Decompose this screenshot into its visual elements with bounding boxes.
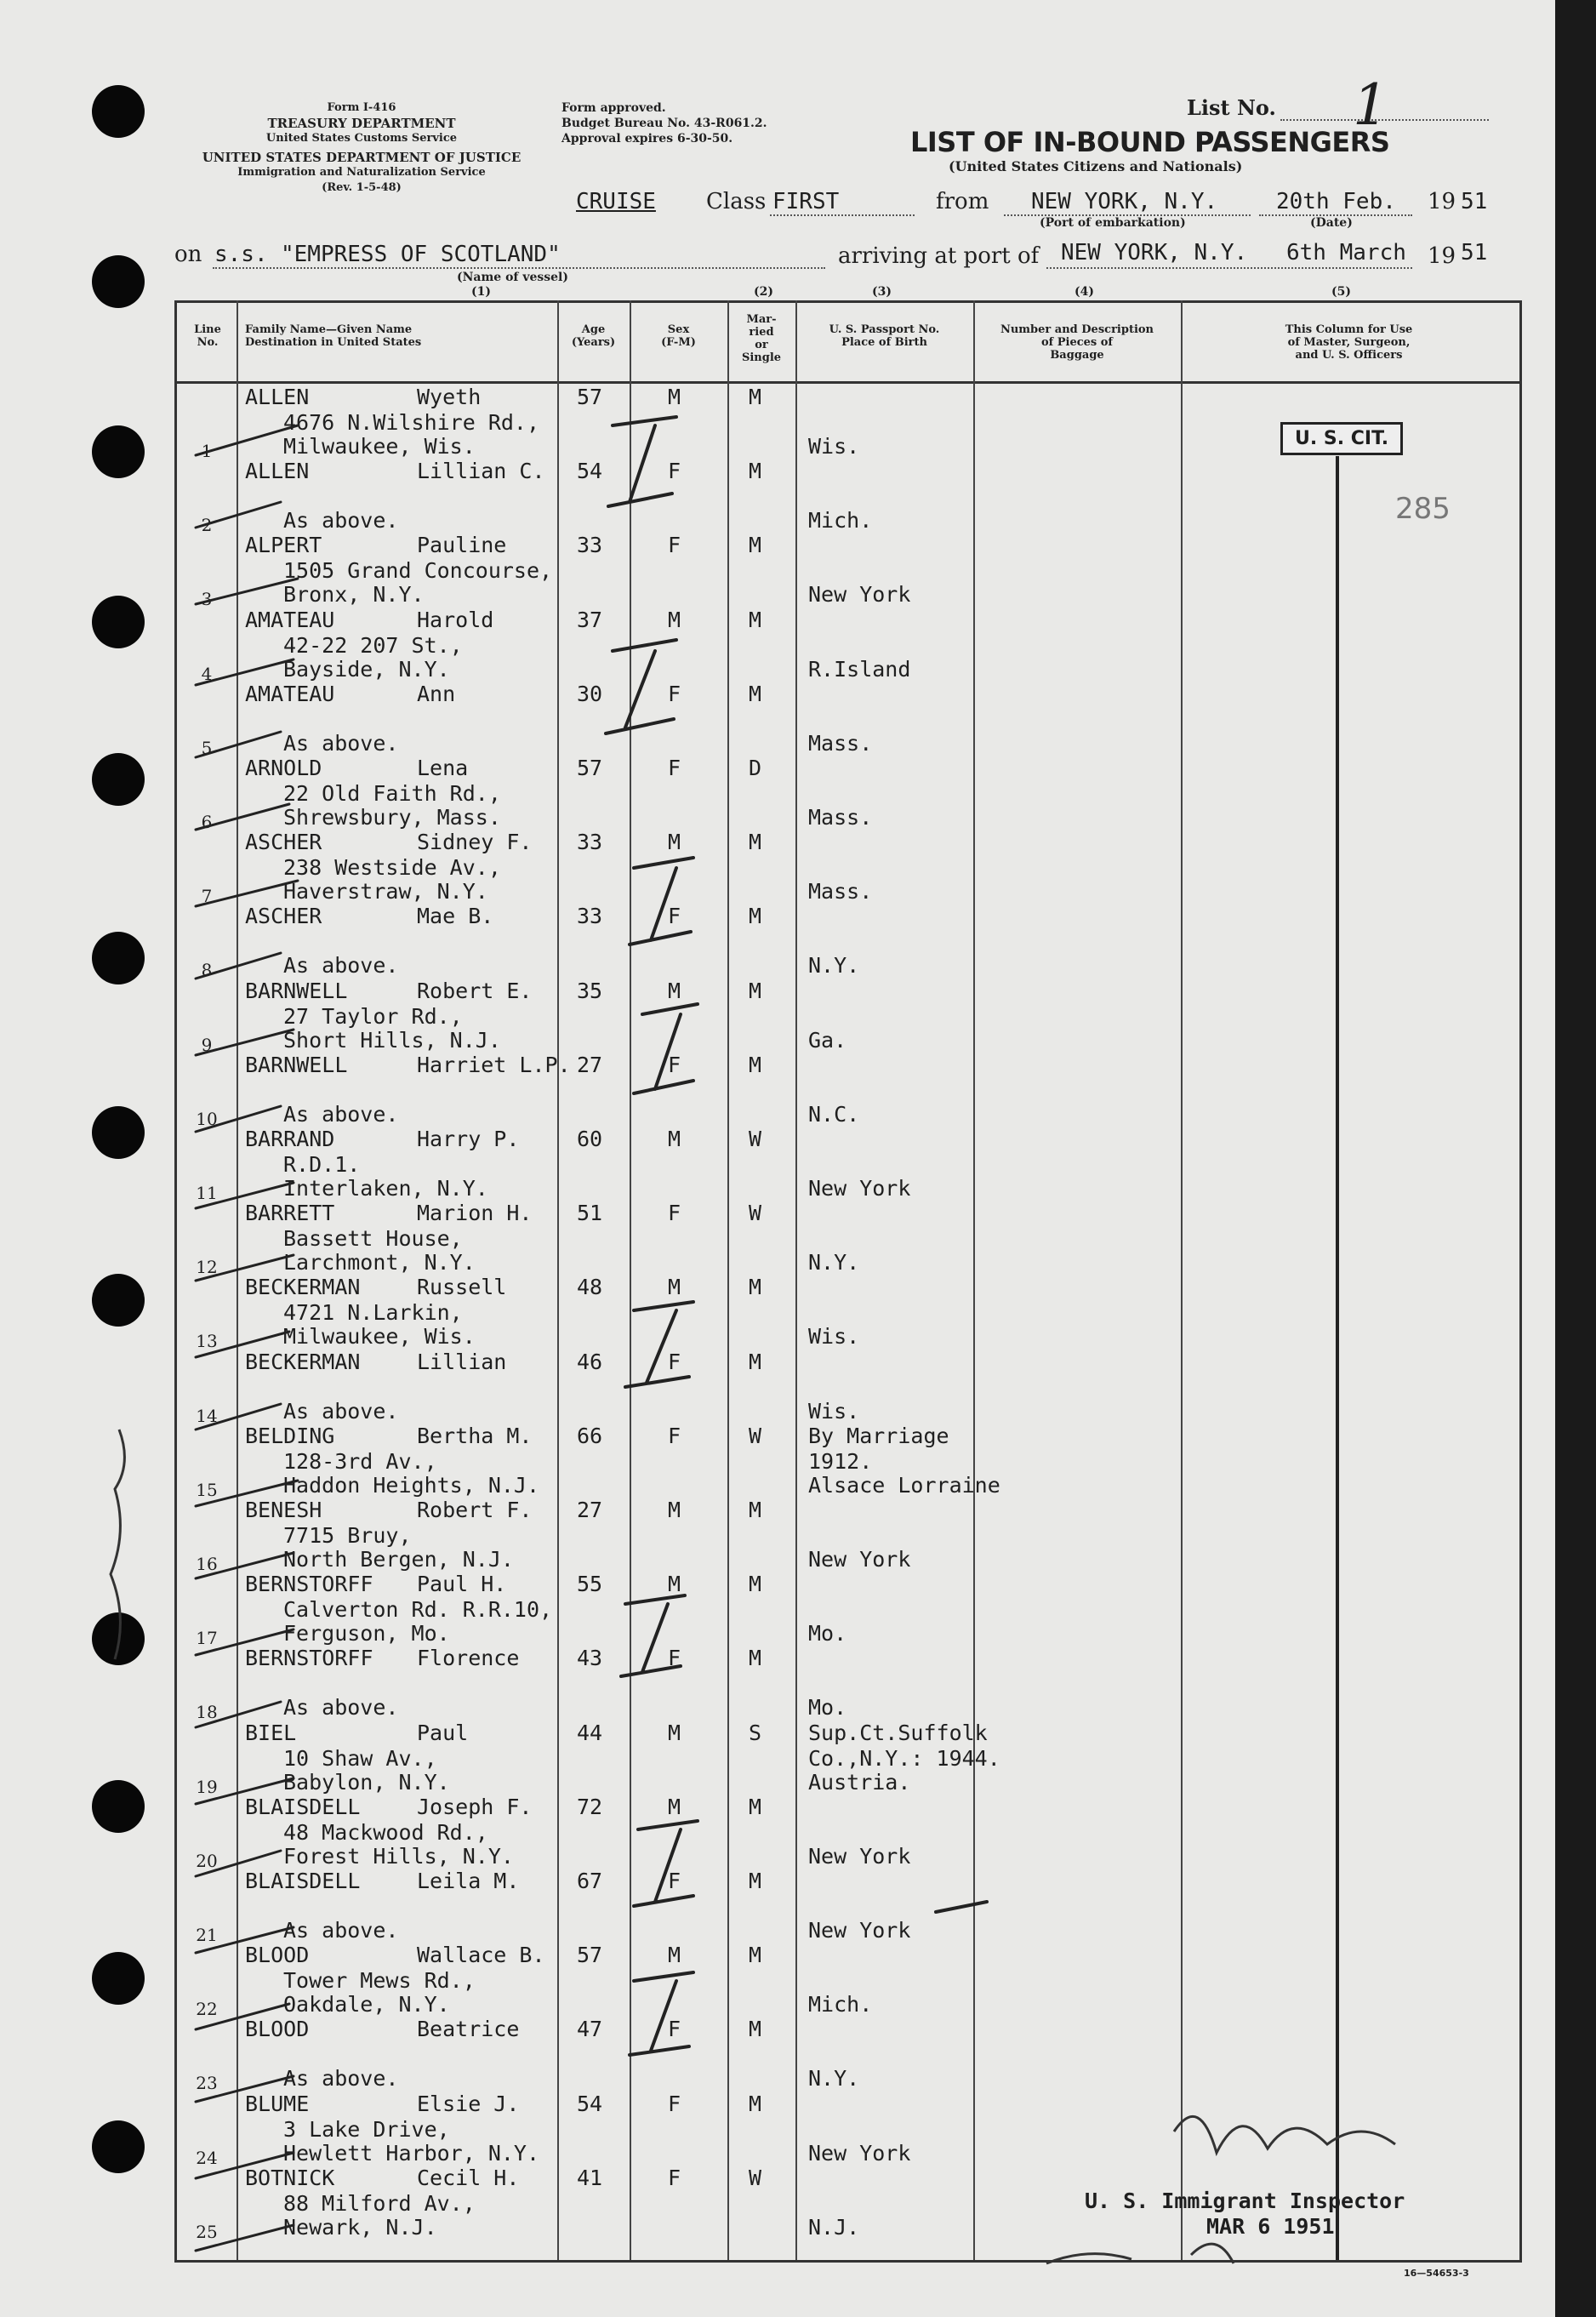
sex: M <box>668 830 681 855</box>
age: 48 <box>577 1275 603 1300</box>
marital-status: M <box>749 1052 762 1077</box>
margin-number: 285 <box>1395 492 1451 526</box>
marital-status: M <box>749 607 762 632</box>
family-name: BARRAND <box>245 1127 335 1151</box>
sex: F <box>668 1201 681 1226</box>
sex: F <box>668 756 681 780</box>
col-header-line-no: Line No. <box>194 323 221 349</box>
family-name: ASCHER <box>245 830 322 855</box>
marital-status: M <box>749 1646 762 1671</box>
age: 37 <box>577 607 603 632</box>
address-line-2: Milwaukee, Wis. <box>283 1324 476 1350</box>
col-header-officers: This Column for Use of Master, Surgeon, and U. S. Officers <box>1285 323 1413 362</box>
margin-handwriting <box>111 1430 124 1659</box>
line-number: 17 <box>196 1628 218 1649</box>
address-line-2: Babylon, N.Y. <box>283 1769 450 1795</box>
birth-place: N.Y. <box>808 2066 860 2092</box>
family-name: BERNSTORFF <box>245 1572 373 1597</box>
address-line-2: Forest Hills, N.Y. <box>283 1843 514 1869</box>
line-number: 2 <box>201 515 213 536</box>
sex: M <box>668 1275 681 1300</box>
from-label: from <box>936 189 989 214</box>
marital-status: W <box>749 1127 762 1151</box>
class-value: FIRST <box>772 189 840 214</box>
birth-place: Ga. <box>808 1027 847 1053</box>
col-number-4: (4) <box>1074 285 1094 299</box>
sex: F <box>668 2165 681 2190</box>
age: 66 <box>577 1423 603 1448</box>
list-no-value: 1 <box>1353 72 1388 138</box>
marital-status: M <box>749 1869 762 1893</box>
birth-place: Mass. <box>808 879 873 905</box>
given-name: Robert F. <box>417 1498 533 1522</box>
address-line-2: As above. <box>283 1398 399 1424</box>
sex: M <box>668 1127 681 1151</box>
marital-status: W <box>749 1201 762 1226</box>
age: 46 <box>577 1349 603 1374</box>
arriving-label: arriving at port of <box>838 243 1040 269</box>
birth-place: Mo. <box>808 1695 847 1721</box>
given-name: Lillian C. <box>417 459 545 484</box>
birth-place: Mo. <box>808 1621 847 1646</box>
marital-status: M <box>749 1349 762 1374</box>
departure-year: 51 <box>1461 189 1488 214</box>
line-number: 21 <box>196 1925 218 1945</box>
departure-date: 20th Feb. <box>1276 189 1396 214</box>
age: 57 <box>577 756 603 780</box>
col-header-sex: Sex (F-M) <box>661 323 696 349</box>
given-name: Wyeth <box>417 385 482 409</box>
address-line-2: Shrewsbury, Mass. <box>283 805 501 830</box>
marital-status: M <box>749 681 762 706</box>
birth-place: Alsace Lorraine <box>808 1472 1000 1498</box>
family-name: BLOOD <box>245 1943 310 1968</box>
year-prefix-arr: 19 <box>1428 243 1456 269</box>
family-name: BARRETT <box>245 1201 335 1226</box>
family-name: BLAISDELL <box>245 1869 361 1893</box>
address-line-2: As above. <box>283 1918 399 1943</box>
arrival-date: 6th March <box>1286 240 1406 265</box>
address-line-1: 27 Taylor Rd., <box>283 1003 463 1029</box>
address-line-1: 42-22 207 St., <box>283 632 463 658</box>
vessel-caption: (Name of vessel) <box>457 271 568 284</box>
tick-mark <box>936 1902 987 1912</box>
address-line-2: Hewlett Harbor, N.Y. <box>283 2140 540 2166</box>
family-name: BLAISDELL <box>245 1794 361 1819</box>
tick-mark <box>608 417 676 506</box>
given-name: Mae B. <box>417 904 494 929</box>
marital-status: M <box>749 459 762 484</box>
marital-status: W <box>749 2165 762 2190</box>
col-header-married: Mar- ried or Single <box>741 313 782 364</box>
given-name: Ann <box>417 681 456 706</box>
age: 47 <box>577 2017 603 2042</box>
age: 35 <box>577 978 603 1003</box>
address-line-1: 238 Westside Av., <box>283 855 501 881</box>
col-number-1: (1) <box>471 285 491 299</box>
sex: M <box>668 1498 681 1522</box>
line-number: 12 <box>196 1257 218 1278</box>
line-number: 13 <box>196 1331 218 1352</box>
us-citizen-stamp: U. S. CIT. <box>1280 422 1403 455</box>
given-name: Lillian <box>417 1349 507 1374</box>
cruise-label: CRUISE <box>576 189 656 214</box>
age: 41 <box>577 2165 603 2190</box>
birth-line-1: By Marriage <box>808 1423 949 1448</box>
age: 51 <box>577 1201 603 1226</box>
date-caption: (Date) <box>1310 216 1353 230</box>
birth-place: N.C. <box>808 1101 860 1127</box>
marital-status: W <box>749 1423 762 1448</box>
tick-mark <box>606 640 676 733</box>
address-line-2: As above. <box>283 508 399 534</box>
line-number: 7 <box>201 886 213 907</box>
birth-line-1: Sup.Ct.Suffolk <box>808 1720 988 1745</box>
family-name: BECKERMAN <box>245 1275 361 1300</box>
sex: F <box>668 1052 681 1077</box>
family-name: ASCHER <box>245 904 322 929</box>
sex: M <box>668 1720 681 1745</box>
birth-place: Wis. <box>808 1324 860 1350</box>
address-line-1: 4721 N.Larkin, <box>283 1300 463 1326</box>
line-number: 19 <box>196 1776 218 1797</box>
col-number-3: (3) <box>872 285 892 299</box>
inspector-label: U. S. Immigrant Inspector <box>1085 2189 1405 2213</box>
page-title: LIST OF IN-BOUND PASSENGERS <box>910 126 1390 158</box>
address-line-2: Larchmont, N.Y. <box>283 1250 476 1275</box>
given-name: Florence <box>417 1646 520 1671</box>
line-number: 9 <box>201 1034 213 1055</box>
given-name: Lena <box>417 756 469 780</box>
line-number: 24 <box>196 2147 218 2168</box>
given-name: Wallace B. <box>417 1943 545 1968</box>
address-line-1: 7715 Bruy, <box>283 1523 412 1548</box>
family-name: ALPERT <box>245 533 322 558</box>
address-line-1: Calverton Rd. R.R.10, <box>283 1597 553 1623</box>
birth-place: New York <box>808 582 911 608</box>
line-number: 1 <box>201 441 213 461</box>
given-name: Bertha M. <box>417 1423 533 1448</box>
family-name: BARNWELL <box>245 1052 348 1077</box>
col-number-5: (5) <box>1331 285 1351 299</box>
line-number: 22 <box>196 1999 218 2020</box>
address-line-1: 88 Milford Av., <box>283 2190 476 2216</box>
address-line-1: Bassett House, <box>283 1226 463 1252</box>
age: 33 <box>577 533 603 558</box>
marital-status: M <box>749 978 762 1003</box>
port-of-embarkation: NEW YORK, N.Y. <box>1031 189 1218 214</box>
given-name: Robert E. <box>417 978 533 1003</box>
address-line-2: As above. <box>283 2066 399 2092</box>
marital-status: M <box>749 1275 762 1300</box>
sex: F <box>668 459 681 484</box>
vessel-prefix: s.s. <box>214 242 268 267</box>
arrival-port: NEW YORK, N.Y. <box>1061 240 1248 265</box>
address-line-2: Ferguson, Mo. <box>283 1621 450 1646</box>
family-name: AMATEAU <box>245 681 335 706</box>
birth-place: N.Y. <box>808 1250 860 1275</box>
col-header-baggage: Number and Description of Pieces of Baggage <box>1000 323 1154 362</box>
sex: F <box>668 1423 681 1448</box>
line-number: 4 <box>201 663 213 684</box>
birth-place: R.Island <box>808 656 911 682</box>
age: 33 <box>577 830 603 855</box>
address-line-2: As above. <box>283 1695 399 1721</box>
birth-place: Mass. <box>808 730 873 756</box>
family-name: BLUME <box>245 2091 310 2116</box>
age: 43 <box>577 1646 603 1671</box>
family-name: BOTNICK <box>245 2165 335 2190</box>
birth-line-2: Co.,N.Y.: 1944. <box>808 1745 1000 1771</box>
age: 54 <box>577 2091 603 2116</box>
given-name: Leila M. <box>417 1869 520 1893</box>
year-prefix: 19 <box>1428 189 1456 214</box>
marital-status: M <box>749 2091 762 2116</box>
given-name: Paul H. <box>417 1572 507 1597</box>
age: 55 <box>577 1572 603 1597</box>
sex: M <box>668 1943 681 1968</box>
birth-place: Mich. <box>808 1992 873 2017</box>
marital-status: M <box>749 1794 762 1819</box>
address-line-2: Short Hills, N.J. <box>283 1027 501 1053</box>
on-label: on <box>174 242 202 267</box>
given-name: Joseph F. <box>417 1794 533 1819</box>
line-number: 16 <box>196 1554 218 1574</box>
tick-mark <box>634 1821 698 1906</box>
sex: F <box>668 904 681 929</box>
page-subtitle: (United States Citizens and Nationals) <box>949 158 1243 174</box>
address-line-2: Haverstraw, N.Y. <box>283 879 488 905</box>
age: 54 <box>577 459 603 484</box>
address-line-2: North Bergen, N.J. <box>283 1547 514 1572</box>
marital-status: M <box>749 533 762 558</box>
col-header-name: Family Name—Given Name Destination in United States <box>245 323 422 349</box>
address-line-1: 3 Lake Drive, <box>283 2116 450 2142</box>
sex: M <box>668 1572 681 1597</box>
given-name: Pauline <box>417 533 507 558</box>
family-name: ALLEN <box>245 385 310 409</box>
birth-place: New York <box>808 1918 911 1943</box>
address-line-2: Oakdale, N.Y. <box>283 1992 450 2017</box>
sex: M <box>668 1794 681 1819</box>
given-name: Harry P. <box>417 1127 520 1151</box>
birth-place: Wis. <box>808 1398 860 1424</box>
address-line-2: As above. <box>283 1101 399 1127</box>
family-name: BIEL <box>245 1720 297 1745</box>
birth-place: Mich. <box>808 508 873 534</box>
class-label: Class <box>706 189 767 214</box>
col-number-2: (2) <box>754 285 773 299</box>
inspector-date: MAR 6 1951 <box>1206 2214 1335 2239</box>
family-name: ARNOLD <box>245 756 322 780</box>
age: 57 <box>577 1943 603 1968</box>
tick-mark <box>634 1004 698 1093</box>
age: 44 <box>577 1720 603 1745</box>
address-line-1: 1505 Grand Concourse, <box>283 558 553 584</box>
given-name: Russell <box>417 1275 507 1300</box>
form-number: 16—54653-3 <box>1404 2268 1469 2279</box>
line-number: 8 <box>201 960 213 981</box>
birth-line-2: 1912. <box>808 1448 873 1474</box>
birth-place: Mass. <box>808 805 873 830</box>
sex: M <box>668 385 681 409</box>
address-line-1: R.D.1. <box>283 1152 361 1177</box>
line-number: 23 <box>196 2073 218 2094</box>
address-line-2: Milwaukee, Wis. <box>283 434 476 459</box>
birth-place: New York <box>808 2140 911 2166</box>
address-line-1: 128-3rd Av., <box>283 1448 437 1474</box>
line-number: 14 <box>196 1405 218 1426</box>
inspector-signature <box>1174 2116 1395 2153</box>
marital-status: M <box>749 385 762 409</box>
form-header-agencies: Form I-416 TREASURY DEPARTMENT United States Customs Service UNITED STATES DEPARTMENT OF JUSTICE Immigration and Naturalization Service (Rev. 1-5-48) <box>202 101 522 194</box>
age: 72 <box>577 1794 603 1819</box>
family-name: BLOOD <box>245 2017 310 2042</box>
age: 60 <box>577 1127 603 1151</box>
age: 30 <box>577 681 603 706</box>
age: 27 <box>577 1498 603 1522</box>
tick-mark <box>630 1972 693 2055</box>
address-line-2: Haddon Heights, N.J. <box>283 1472 540 1498</box>
birth-place: Wis. <box>808 434 860 459</box>
given-name: Cecil H. <box>417 2165 520 2190</box>
family-name: AMATEAU <box>245 607 335 632</box>
family-name: BELDING <box>245 1423 335 1448</box>
line-number: 5 <box>201 737 213 758</box>
handwritten-time <box>1046 2244 1234 2263</box>
family-name: BENESH <box>245 1498 322 1522</box>
birth-place: New York <box>808 1843 911 1869</box>
birth-place: N.Y. <box>808 953 860 979</box>
address-line-1: 22 Old Faith Rd., <box>283 781 501 806</box>
address-line-1: Tower Mews Rd., <box>283 1968 476 1994</box>
line-number: 25 <box>196 2221 218 2242</box>
birth-place: Austria. <box>808 1769 911 1795</box>
list-no-label: List No. <box>1187 95 1276 120</box>
address-line-2: Bayside, N.Y. <box>283 656 450 682</box>
family-name: BECKERMAN <box>245 1349 361 1374</box>
address-line-2: Bronx, N.Y. <box>283 582 425 608</box>
given-name: Paul <box>417 1720 469 1745</box>
line-number: 18 <box>196 1702 218 1723</box>
family-name: BERNSTORFF <box>245 1646 373 1671</box>
age: 57 <box>577 385 603 409</box>
given-name: Harriet L.P. <box>417 1052 571 1077</box>
sex: F <box>668 2091 681 2116</box>
family-name: BARNWELL <box>245 978 348 1003</box>
form-approval: Form approved. Budget Bureau No. 43-R061.2. Approval expires 6-30-50. <box>561 101 767 146</box>
sex: F <box>668 1349 681 1374</box>
tick-mark <box>630 858 693 944</box>
given-name: Beatrice <box>417 2017 520 2042</box>
marital-status: M <box>749 1572 762 1597</box>
line-number: 11 <box>196 1183 218 1203</box>
port-caption: (Port of embarkation) <box>1040 216 1186 230</box>
tick-mark <box>621 1595 685 1676</box>
family-name: ALLEN <box>245 459 310 484</box>
line-number: 6 <box>201 812 213 832</box>
vessel-name: "EMPRESS OF SCOTLAND" <box>281 242 561 267</box>
sex: F <box>668 1869 681 1893</box>
marital-status: M <box>749 2017 762 2042</box>
address-line-2: Newark, N.J. <box>283 2214 437 2240</box>
col-header-passport: U. S. Passport No. Place of Birth <box>829 323 940 349</box>
sex: F <box>668 1646 681 1671</box>
line-number: 15 <box>196 1479 218 1500</box>
line-number: 20 <box>196 1850 218 1871</box>
sex: M <box>668 978 681 1003</box>
line-number: 3 <box>201 589 213 610</box>
address-line-1: 4676 N.Wilshire Rd., <box>283 410 540 435</box>
sex: F <box>668 533 681 558</box>
marital-status: S <box>749 1720 762 1745</box>
birth-place: New York <box>808 1176 911 1201</box>
given-name: Sidney F. <box>417 830 533 855</box>
age: 27 <box>577 1052 603 1077</box>
tick-mark <box>625 1302 693 1387</box>
address-line-1: 10 Shaw Av., <box>283 1745 437 1771</box>
given-name: Harold <box>417 607 494 632</box>
marital-status: M <box>749 1498 762 1522</box>
line-number: 10 <box>196 1108 218 1129</box>
arrival-year: 51 <box>1461 240 1488 265</box>
col-header-age: Age (Years) <box>571 323 616 349</box>
given-name: Elsie J. <box>417 2091 520 2116</box>
sex: M <box>668 607 681 632</box>
address-line-1: 48 Mackwood Rd., <box>283 1819 488 1845</box>
given-name: Marion H. <box>417 1201 533 1226</box>
marital-status: M <box>749 904 762 929</box>
marital-status: M <box>749 1943 762 1968</box>
address-line-2: As above. <box>283 953 399 979</box>
address-line-2: Interlaken, N.Y. <box>283 1176 488 1201</box>
sex: F <box>668 681 681 706</box>
address-line-2: As above. <box>283 730 399 756</box>
marital-status: D <box>749 756 762 780</box>
sex: F <box>668 2017 681 2042</box>
age: 33 <box>577 904 603 929</box>
age: 67 <box>577 1869 603 1893</box>
marital-status: M <box>749 830 762 855</box>
birth-place: New York <box>808 1547 911 1572</box>
birth-place: N.J. <box>808 2214 860 2240</box>
